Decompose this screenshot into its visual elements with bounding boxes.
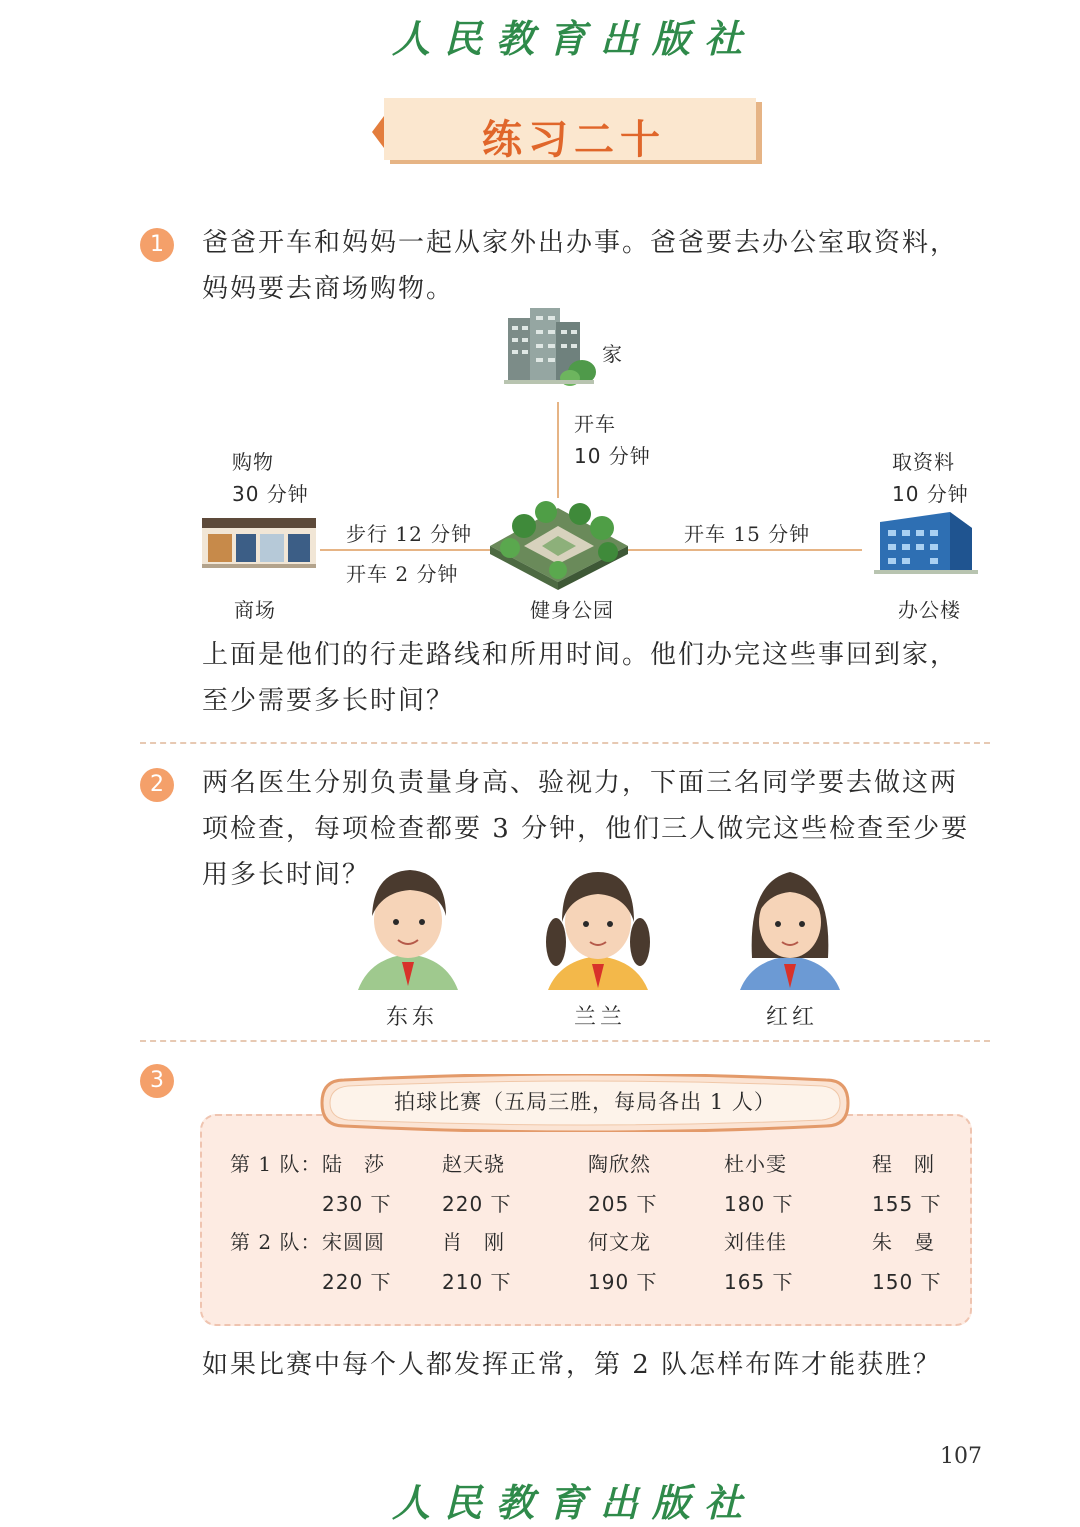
park-label: 健身公园 xyxy=(530,598,614,622)
team1-player-score: 180 下 xyxy=(724,1192,794,1216)
mall-task: 购物 xyxy=(232,450,274,474)
q1-intro-line1: 爸爸开车和妈妈一起从家外出办事。爸爸要去办公室取资料， xyxy=(202,228,959,258)
team2-player-score: 165 下 xyxy=(724,1270,794,1294)
mall-task-time: 30 分钟 xyxy=(232,482,309,506)
drive-route-label: 开车 2 分钟 xyxy=(346,562,459,586)
publisher-logo-top: 人民教育出版社 xyxy=(392,16,757,61)
team1-player-score: 205 下 xyxy=(588,1192,658,1216)
office-task-time: 10 分钟 xyxy=(892,482,969,506)
q2-line1: 两名医生分别负责量身高、验视力，下面三名同学要去做这两 xyxy=(202,768,959,798)
team2-player-score: 210 下 xyxy=(442,1270,512,1294)
team2-player-score: 150 下 xyxy=(872,1270,942,1294)
office-building-icon xyxy=(874,512,978,574)
student-girl-1-icon xyxy=(546,872,650,990)
team1-player-score: 155 下 xyxy=(872,1192,942,1216)
question-1-number: 1 xyxy=(140,228,174,262)
home-route-time: 10 分钟 xyxy=(574,444,651,468)
page-title: 练习二十 xyxy=(482,117,666,163)
office-task: 取资料 xyxy=(892,450,955,474)
q2-line2: 项检查，每项检查都要 3 分钟，他们三人做完这些检查至少要 xyxy=(202,814,970,844)
student-name-1: 东东 xyxy=(386,1005,439,1030)
team1-player-name: 陆 莎 xyxy=(322,1152,385,1176)
team2-player-score: 220 下 xyxy=(322,1270,392,1294)
team2-player-name: 肖 刚 xyxy=(442,1230,505,1254)
team2-player-name: 朱 曼 xyxy=(872,1230,935,1254)
q1-question-line2: 至少需要多长时间？ xyxy=(202,686,455,716)
office-route-label: 开车 15 分钟 xyxy=(684,522,811,546)
match-banner-text: 拍球比赛（五局三胜，每局各出 1 人） xyxy=(394,1090,776,1114)
team2-player-name: 宋圆圆 xyxy=(322,1230,385,1254)
publisher-logo-bottom: 人民教育出版社 xyxy=(392,1480,757,1525)
team2-player-score: 190 下 xyxy=(588,1270,658,1294)
student-boy-icon xyxy=(358,870,458,990)
team1-player-name: 程 刚 xyxy=(872,1152,935,1176)
team1-player-name: 陶欣然 xyxy=(588,1152,651,1176)
divider-2 xyxy=(140,1040,990,1042)
student-name-3: 红红 xyxy=(766,1005,819,1030)
student-name-2: 兰兰 xyxy=(574,1005,627,1030)
student-girl-2-icon xyxy=(740,872,840,990)
team2-player-name: 何文龙 xyxy=(588,1230,651,1254)
office-label: 办公楼 xyxy=(898,598,961,622)
walk-route-label: 步行 12 分钟 xyxy=(346,522,473,546)
home-route-mode: 开车 xyxy=(574,412,616,436)
team2-label: 第 2 队： xyxy=(230,1230,322,1254)
q1-question xyxy=(202,632,1002,724)
question-3-number: 3 xyxy=(140,1064,174,1098)
q1-intro-line2: 妈妈要去商场购物。 xyxy=(202,274,455,304)
q1-intro xyxy=(202,220,1002,312)
team1-player-score: 220 下 xyxy=(442,1192,512,1216)
home-label: 家 xyxy=(602,342,623,366)
students-illustration xyxy=(350,862,870,998)
team1-player-name: 赵天骁 xyxy=(442,1152,505,1176)
mall-label: 商场 xyxy=(234,598,276,622)
page-number: 107 xyxy=(940,1444,982,1469)
team1-label: 第 1 队： xyxy=(230,1152,322,1176)
home-building-icon xyxy=(504,308,596,386)
match-table-panel xyxy=(200,1114,972,1326)
park-icon xyxy=(490,501,628,590)
team1-player-score: 230 下 xyxy=(322,1192,392,1216)
mall-building-icon xyxy=(202,518,316,568)
team2-player-name: 刘佳佳 xyxy=(724,1230,787,1254)
q2-line3: 用多长时间？ xyxy=(202,860,371,890)
team1-player-name: 杜小雯 xyxy=(724,1152,787,1176)
question-2-number: 2 xyxy=(140,768,174,802)
q1-question-line1: 上面是他们的行走路线和所用时间。他们办完这些事回到家， xyxy=(202,640,959,670)
divider-1 xyxy=(140,742,990,744)
q3-question: 如果比赛中每个人都发挥正常，第 2 队怎样布阵才能获胜？ xyxy=(202,1350,942,1380)
